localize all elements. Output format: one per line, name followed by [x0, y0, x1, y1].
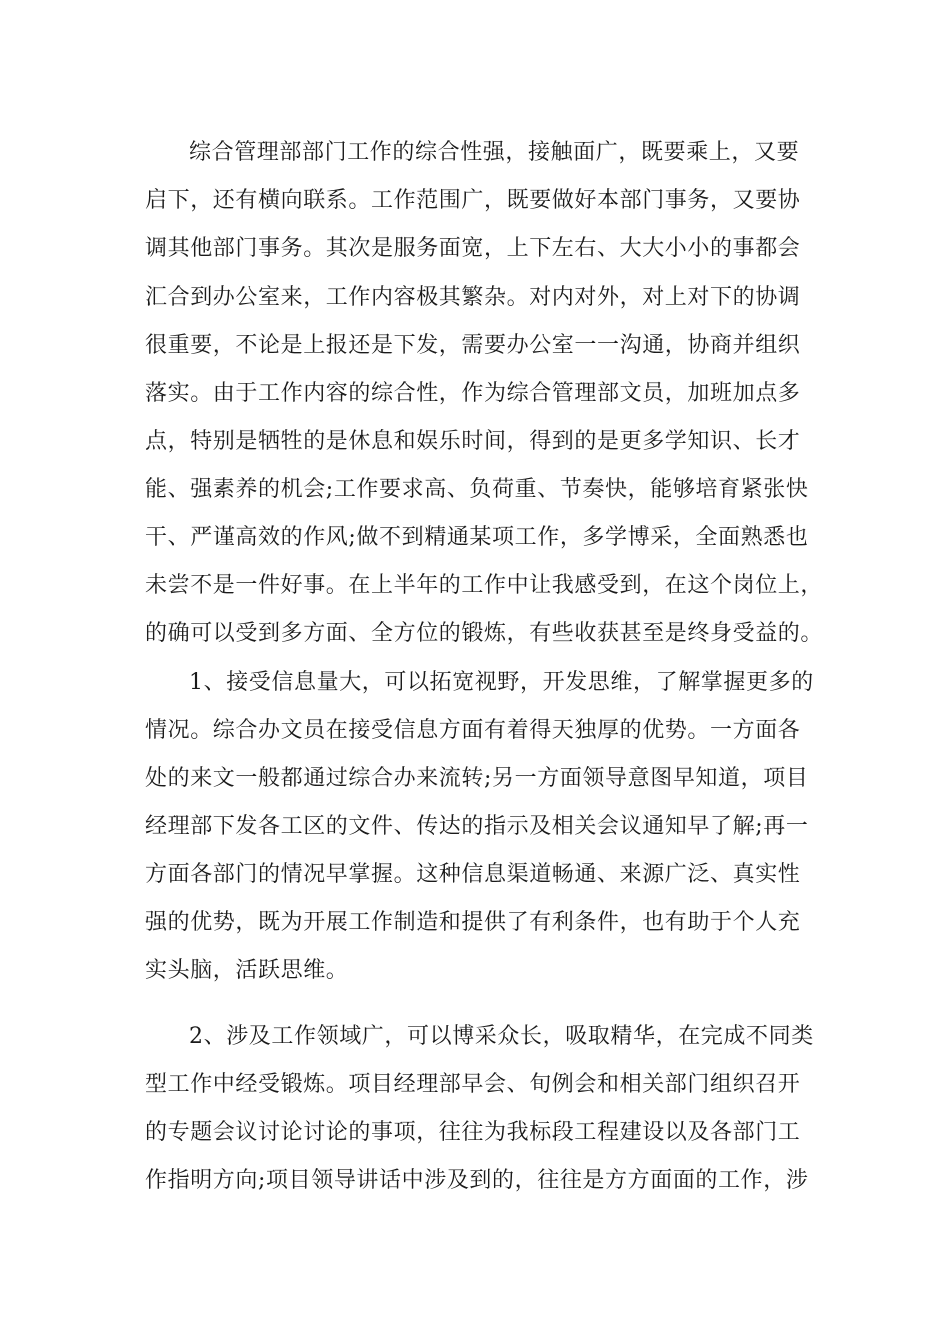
paragraph-2-line-1: 1、接受信息量大，可以拓宽视野，开发思维，了解掌握更多的 [189, 670, 814, 695]
paragraph-1-line-11: 的确可以受到多方面、全方位的锻炼，有些收获甚至是终身受益的。 [145, 621, 824, 646]
paragraph-2-line-5: 方面各部门的情况早掌握。这种信息渠道畅通、来源广泛、真实性 [145, 862, 801, 887]
paragraph-1-line-8: 能、强素养的机会;工作要求高、负荷重、节奏快，能够培育紧张快 [145, 477, 809, 502]
paragraph-1-line-9: 干、严谨高效的作风;做不到精通某项工作，多学博采，全面熟悉也 [145, 525, 809, 550]
paragraph-1-line-10: 未尝不是一件好事。在上半年的工作中让我感受到，在这个岗位上， [145, 573, 824, 598]
paragraph-1-line-3: 调其他部门事务。其次是服务面宽，上下左右、大大小小的事都会 [145, 236, 801, 261]
paragraph-2-line-6: 强的优势，既为开展工作制造和提供了有利条件，也有助于个人充 [145, 910, 801, 935]
paragraph-2-line-3: 处的来文一般都通过综合办来流转;另一方面领导意图早知道，项目 [145, 766, 809, 791]
paragraph-2-line-2: 情况。综合办文员在接受信息方面有着得天独厚的优势。一方面各 [145, 718, 801, 743]
paragraph-3-line-4: 作指明方向;项目领导讲话中涉及到的，往往是方方面面的工作，涉 [145, 1168, 809, 1193]
paragraph-1-line-6: 落实。由于工作内容的综合性，作为综合管理部文员，加班加点多 [145, 381, 801, 406]
paragraph-3-line-1: 2、涉及工作领域广，可以博采众长，吸取精华，在完成不同类 [189, 1024, 814, 1049]
paragraph-2-line-7: 实头脑，活跃思维。 [145, 958, 349, 983]
paragraph-1-line-7: 点，特别是牺牲的是休息和娱乐时间，得到的是更多学知识、长才 [145, 429, 801, 454]
paragraph-1-line-4: 汇合到办公室来，工作内容极其繁杂。对内对外，对上对下的协调 [145, 285, 801, 310]
paragraph-1-line-5: 很重要，不论是上报还是下发，需要办公室一一沟通，协商并组织 [145, 333, 801, 358]
paragraph-3-line-3: 的专题会议讨论讨论的事项，往往为我标段工程建设以及各部门工 [145, 1120, 801, 1145]
paragraph-1-line-2: 启下，还有横向联系。工作范围广，既要做好本部门事务，又要协 [145, 188, 801, 213]
paragraph-3-line-2: 型工作中经受锻炼。项目经理部早会、旬例会和相关部门组织召开 [145, 1072, 801, 1097]
paragraph-2-line-4: 经理部下发各工区的文件、传达的指示及相关会议通知早了解;再一 [145, 814, 809, 839]
paragraph-1-line-1: 综合管理部部门工作的综合性强，接触面广，既要乘上，又要 [189, 140, 800, 165]
